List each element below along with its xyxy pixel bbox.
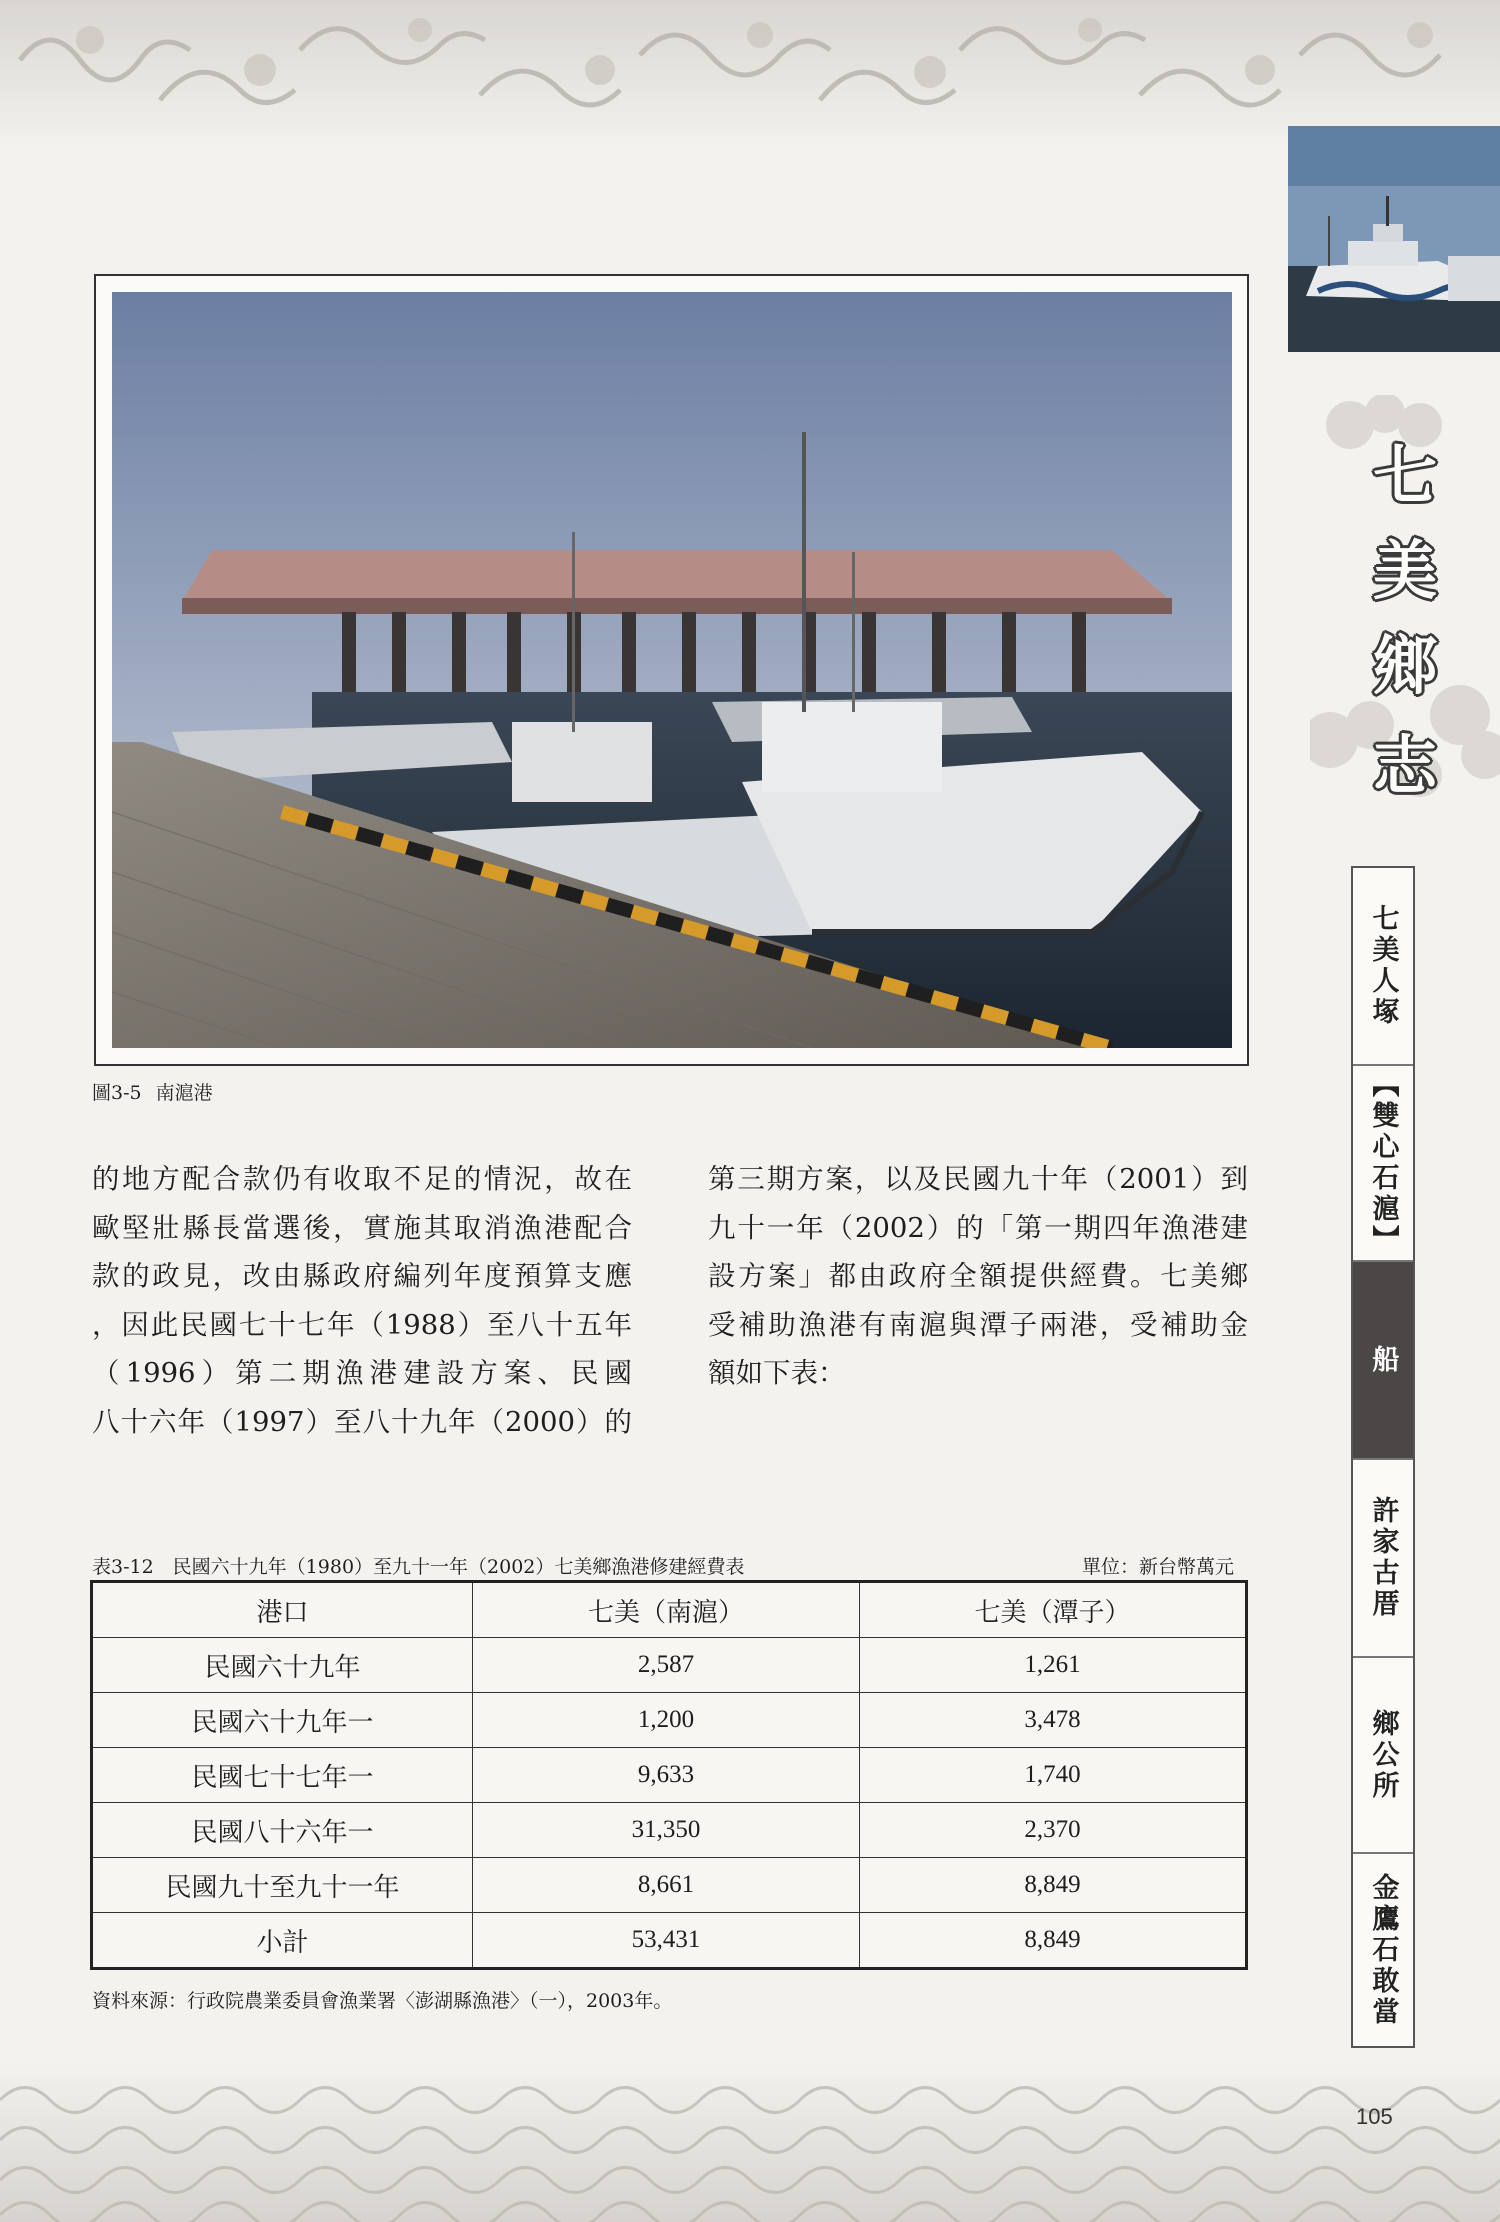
- tanzi-value: 1,261: [859, 1638, 1246, 1693]
- photo-caption: [92, 1078, 213, 1105]
- nav-tab-label: 【雙心石滬】: [1367, 1070, 1399, 1256]
- tanzi-value: 3,478: [859, 1693, 1246, 1748]
- text-line: 第三期方案，以及民國九十年（2001）到: [708, 1163, 1248, 1195]
- row-period: 民國九十至九十一年: [92, 1858, 473, 1913]
- nav-tab-eagle-stone[interactable]: [1353, 1854, 1413, 2046]
- table-unit: 單位：新台幣萬元: [1082, 1556, 1235, 1578]
- title-char: 七: [1373, 439, 1437, 514]
- text-line: ，因此民國七十七年（1988）至八十五年: [92, 1308, 632, 1341]
- harbor-cost-table: [90, 1580, 1248, 1970]
- header-port: 港口: [92, 1582, 473, 1638]
- table-row: [92, 1858, 1247, 1913]
- page-number: 105: [1356, 2104, 1393, 2129]
- text-line: 九十一年（2002）的「第一期四年漁港建: [708, 1211, 1248, 1244]
- photo-caption-text: 南滬港: [155, 1082, 213, 1104]
- nav-tab-boat[interactable]: [1353, 1262, 1413, 1460]
- table-source-note: 資料來源：行政院農業委員會漁業署〈澎湖縣漁港〉（一），2003年。: [92, 1990, 673, 2012]
- header-tanzi: 七美（潭子）: [859, 1582, 1246, 1638]
- row-period: 小計: [92, 1913, 473, 1969]
- body-text-right-column: [708, 1155, 1248, 1398]
- chapter-side-nav: [1351, 866, 1415, 2048]
- top-cloud-border: [0, 0, 1500, 150]
- text-line: （1996）第二期漁港建設方案、民國: [92, 1357, 632, 1389]
- bottom-wave-border: [0, 2060, 1500, 2222]
- row-period: 民國七十七年一: [92, 1748, 473, 1803]
- row-period: 民國六十九年: [92, 1638, 473, 1693]
- title-char: 鄉: [1373, 629, 1437, 704]
- photo-caption-label: 圖3-5: [92, 1082, 142, 1104]
- table-title: 表3-12 民國六十九年（1980）至九十一年（2002）七美鄉漁港修建經費表: [92, 1556, 745, 1578]
- text-line: 設方案」都由政府全額提供經費。七美鄉: [708, 1260, 1248, 1292]
- text-line: 受補助漁港有南滬與潭子兩港，受補助金: [708, 1308, 1248, 1341]
- text-line: 額如下表：: [708, 1357, 846, 1389]
- tanzi-value: 8,849: [859, 1913, 1246, 1969]
- nanhu-value: 2,587: [472, 1638, 859, 1693]
- table-row: [92, 1803, 1247, 1858]
- row-period: 民國六十九年一: [92, 1693, 473, 1748]
- ferry-thumbnail-photo: [1288, 126, 1500, 352]
- nanhu-value: 8,661: [472, 1858, 859, 1913]
- nanhu-value: 53,431: [472, 1913, 859, 1969]
- book-title-vertical: [1310, 395, 1500, 835]
- table-header-row: [92, 1582, 1247, 1638]
- tanzi-value: 2,370: [859, 1803, 1246, 1858]
- table-row: [92, 1693, 1247, 1748]
- nav-tab-label: 船: [1367, 1344, 1399, 1376]
- title-char: 美: [1373, 534, 1437, 609]
- table-total-row: [92, 1913, 1247, 1969]
- nanhu-value: 1,200: [472, 1693, 859, 1748]
- nav-tab-double-heart-weir[interactable]: [1353, 1066, 1413, 1262]
- tanzi-value: 1,740: [859, 1748, 1246, 1803]
- body-text-left-column: [92, 1155, 632, 1446]
- tanzi-value: 8,849: [859, 1858, 1246, 1913]
- text-line: 的地方配合款仍有收取不足的情況，故在: [92, 1163, 632, 1195]
- nav-tab-label: 金鷹石敢當: [1367, 1872, 1399, 2028]
- table-row: [92, 1748, 1247, 1803]
- nav-tab-township-office[interactable]: [1353, 1658, 1413, 1854]
- table-row: [92, 1638, 1247, 1693]
- nav-tab-label: 鄉公所: [1367, 1708, 1399, 1802]
- nanhu-value: 31,350: [472, 1803, 859, 1858]
- title-char: 志: [1373, 729, 1437, 804]
- nanhu-harbor-photo: [112, 292, 1232, 1048]
- nav-tab-label: 許家古厝: [1367, 1496, 1399, 1620]
- nanhu-value: 9,633: [472, 1748, 859, 1803]
- nav-tab-label: 七美人塚: [1367, 904, 1399, 1028]
- text-line: 八十六年（1997）至八十九年（2000）的: [92, 1405, 632, 1438]
- text-line: 歐堅壯縣長當選後，實施其取消漁港配合: [92, 1211, 632, 1244]
- header-nanhu: 七美（南滬）: [472, 1582, 859, 1638]
- nav-tab-hsu-house[interactable]: [1353, 1460, 1413, 1658]
- nav-tab-qimei-tomb[interactable]: [1353, 868, 1413, 1066]
- row-period: 民國八十六年一: [92, 1803, 473, 1858]
- text-line: 款的政見，改由縣政府編列年度預算支應: [92, 1260, 632, 1292]
